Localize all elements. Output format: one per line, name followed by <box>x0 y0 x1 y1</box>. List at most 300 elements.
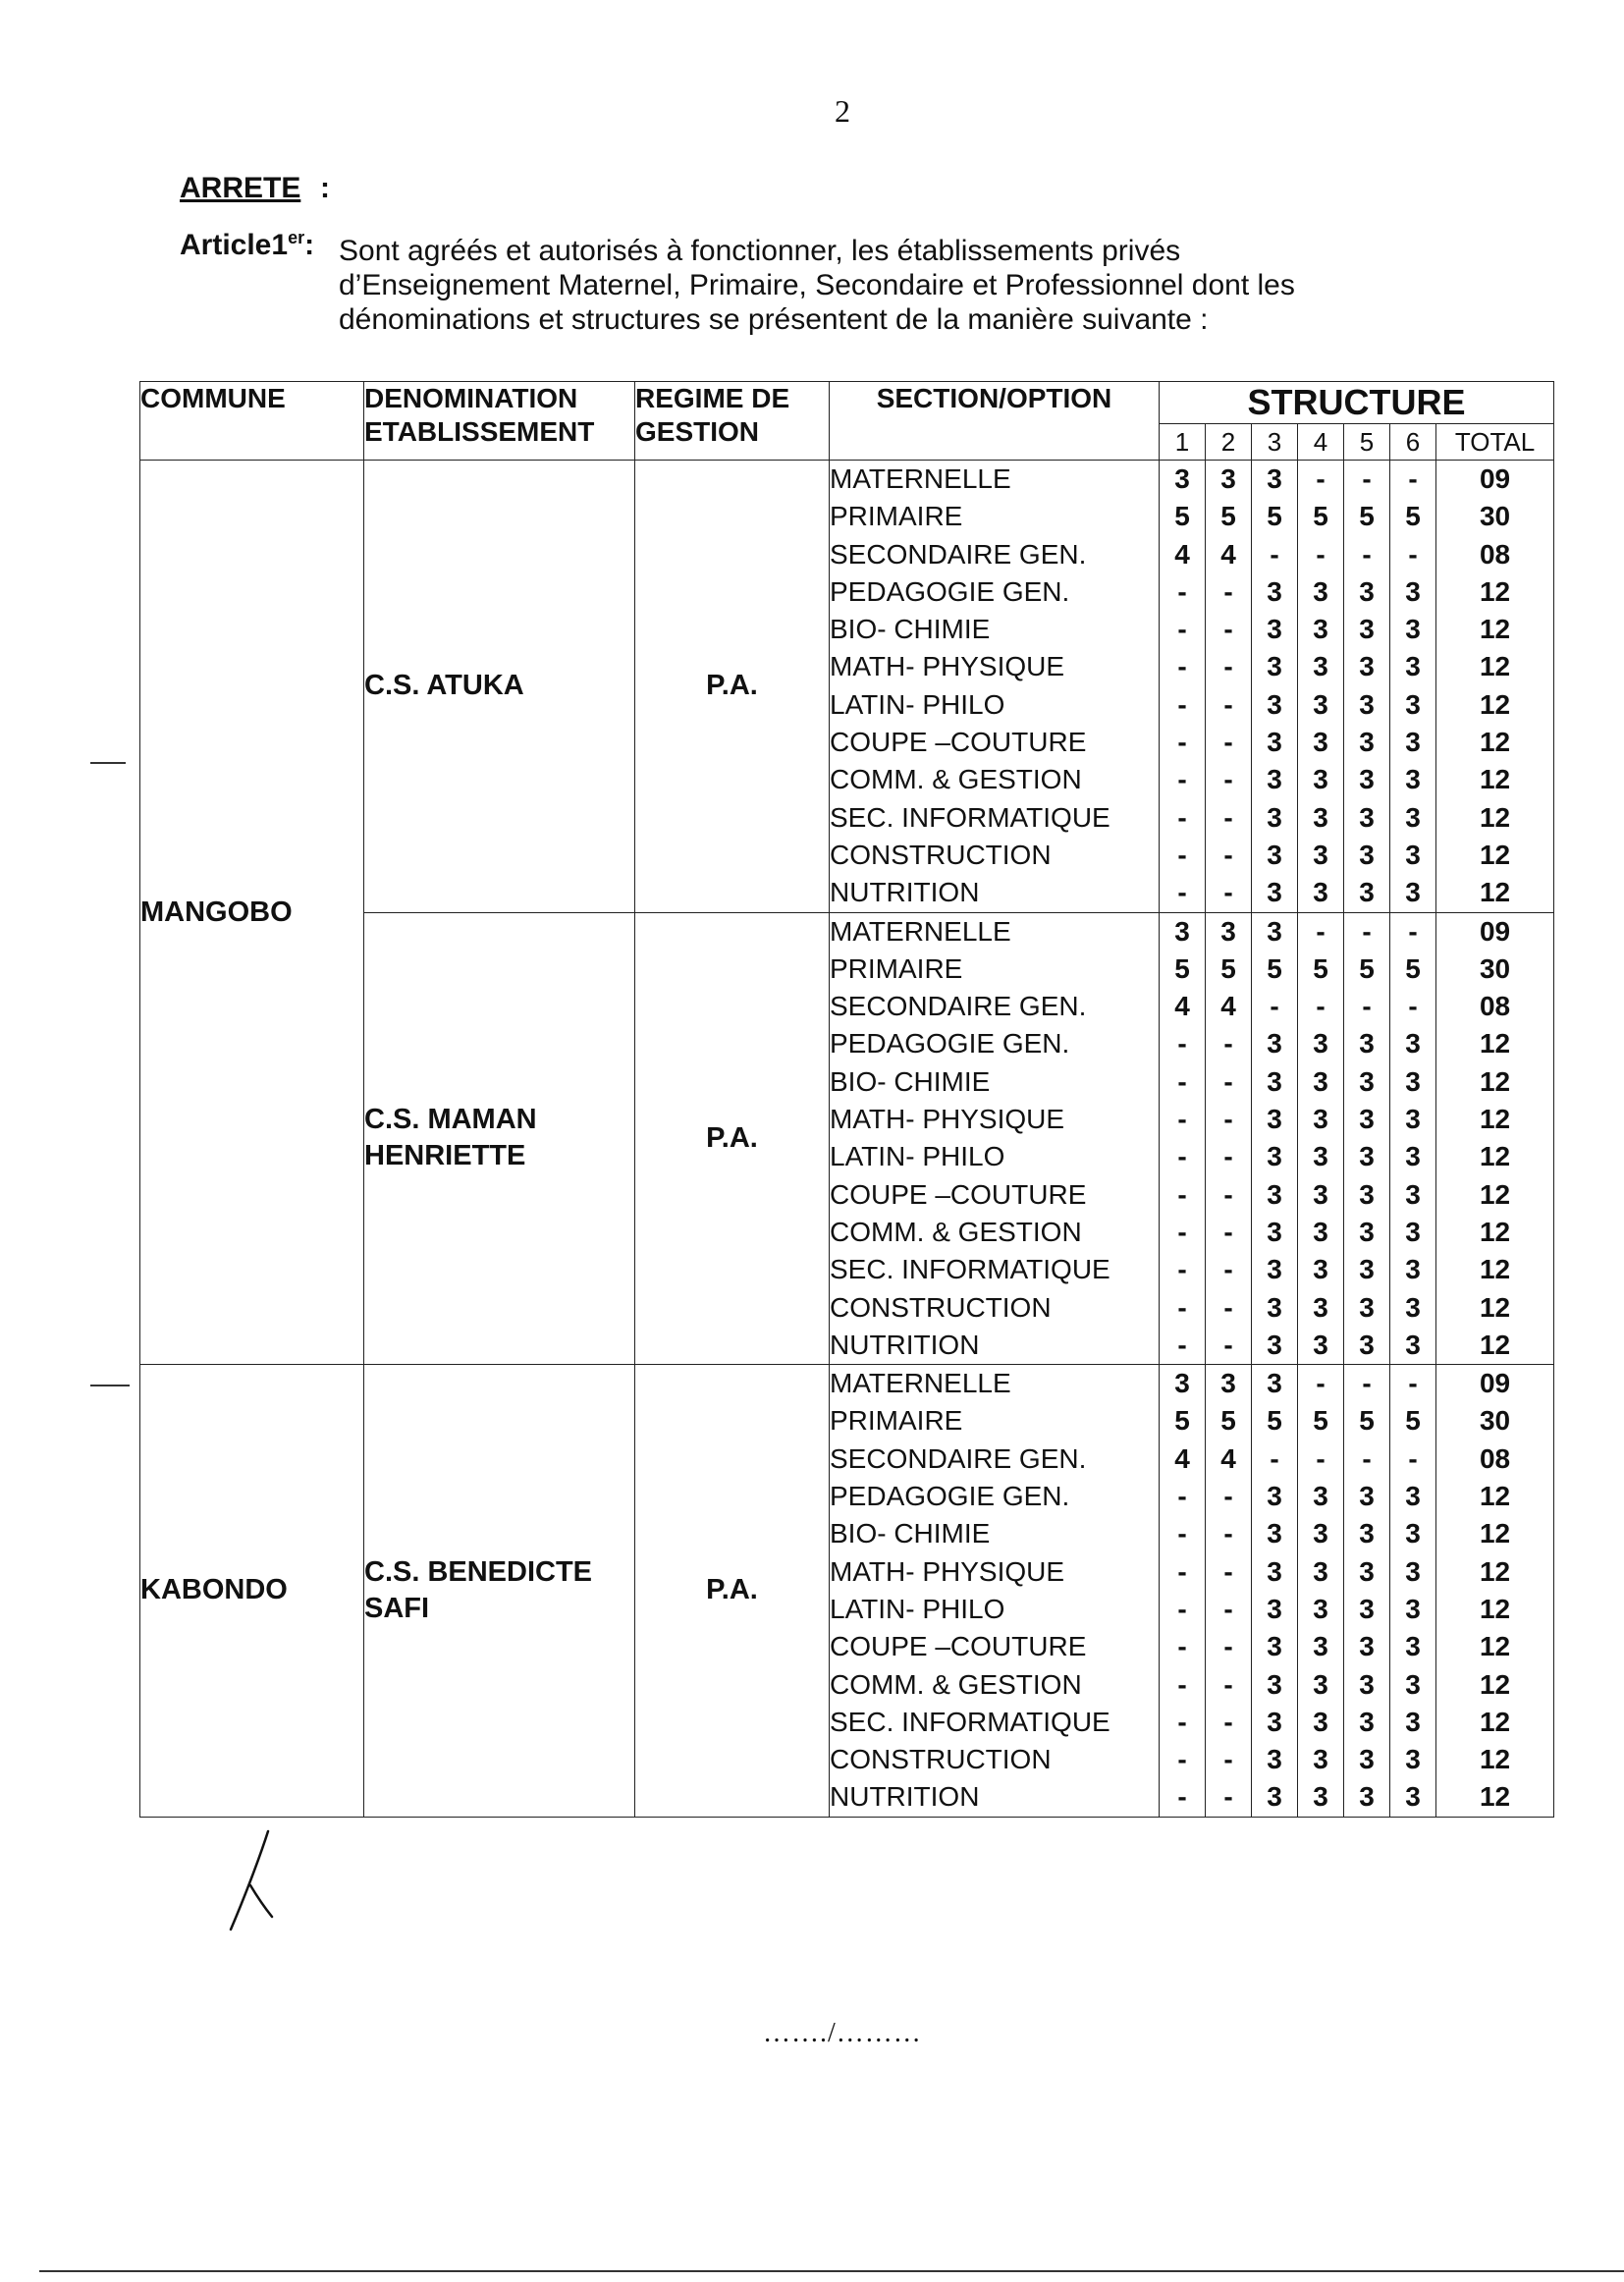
level-value: 5 <box>1174 1405 1190 1437</box>
level-value: 5 <box>1405 952 1421 984</box>
section-option: COUPE –COUTURE <box>830 1631 1087 1662</box>
level-value: - <box>1177 839 1187 870</box>
margin-mark <box>90 762 126 764</box>
level-value: - <box>1223 1254 1233 1285</box>
section-option: MATERNELLE <box>830 463 1011 494</box>
level-value: 3 <box>1359 1028 1375 1060</box>
article-line: d’Enseignement Maternel, Primaire, Secondaire et Professionnel dont les <box>339 269 1295 301</box>
level-value: - <box>1223 1481 1233 1512</box>
handwritten-signature-icon <box>221 1826 299 1934</box>
total-value: 12 <box>1479 877 1511 908</box>
level-value: 4 <box>1220 538 1236 570</box>
level-value: - <box>1408 463 1418 494</box>
section-option: COUPE –COUTURE <box>830 727 1087 758</box>
total-value: 09 <box>1479 915 1511 947</box>
level-value: 3 <box>1405 575 1421 607</box>
section-option: MATH- PHYSIQUE <box>830 1104 1065 1135</box>
level-value: 3 <box>1359 1706 1375 1737</box>
level-value: 3 <box>1405 1631 1421 1662</box>
level-value: 3 <box>1267 1178 1282 1210</box>
section-option: MATERNELLE <box>830 915 1011 947</box>
level-value: - <box>1362 991 1372 1022</box>
total-value: 12 <box>1479 1555 1511 1587</box>
total-value: 12 <box>1479 1668 1511 1700</box>
level-value: 3 <box>1267 801 1282 833</box>
level-value: - <box>1223 1593 1233 1624</box>
arrete-heading: ARRETE <box>180 172 301 204</box>
level-value: 3 <box>1359 1329 1375 1360</box>
level-value: 3 <box>1359 614 1375 645</box>
level-value: 3 <box>1405 877 1421 908</box>
level-value: 3 <box>1313 1065 1328 1097</box>
total-value: 30 <box>1479 952 1511 984</box>
level-cell <box>1390 912 1436 1365</box>
level-value: - <box>1177 801 1187 833</box>
level-value: 3 <box>1267 764 1282 795</box>
level-value: 3 <box>1405 1555 1421 1587</box>
level-value: 3 <box>1313 1631 1328 1662</box>
level-value: 3 <box>1359 1216 1375 1247</box>
level-value: - <box>1270 1442 1279 1474</box>
section-option: NUTRITION <box>830 1329 980 1360</box>
level-value: 3 <box>1359 1141 1375 1172</box>
level-value: 4 <box>1220 991 1236 1022</box>
level-value: - <box>1223 839 1233 870</box>
level-value: 3 <box>1313 614 1328 645</box>
level-value: 3 <box>1359 1744 1375 1775</box>
level-value: 3 <box>1313 1481 1328 1512</box>
commune-cell: KABONDO <box>140 1365 364 1818</box>
table-row <box>140 461 1554 913</box>
level-value: - <box>1362 1442 1372 1474</box>
margin-mark <box>90 1385 130 1386</box>
level-value: 3 <box>1267 727 1282 758</box>
section-option: SEC. INFORMATIQUE <box>830 1254 1110 1285</box>
level-value: 3 <box>1267 1065 1282 1097</box>
section-option: LATIN- PHILO <box>830 688 1005 720</box>
level-value: 3 <box>1313 727 1328 758</box>
level-cell <box>1160 912 1206 1365</box>
level-value: 3 <box>1405 1141 1421 1172</box>
total-value: 12 <box>1479 1329 1511 1360</box>
total-value: 12 <box>1479 1744 1511 1775</box>
level-value: 3 <box>1267 651 1282 682</box>
denomination-cell <box>364 1365 635 1818</box>
section-option: MATH- PHYSIQUE <box>830 1555 1065 1587</box>
level-value: - <box>1177 1141 1187 1172</box>
level-cell <box>1160 461 1206 913</box>
level-value: 3 <box>1313 877 1328 908</box>
level-value: - <box>1223 1518 1233 1549</box>
level-value: - <box>1177 1481 1187 1512</box>
level-value: 3 <box>1359 575 1375 607</box>
level-value: 5 <box>1267 501 1282 532</box>
level-value: - <box>1408 915 1418 947</box>
section-option: CONSTRUCTION <box>830 1291 1052 1323</box>
level-value: 3 <box>1359 1178 1375 1210</box>
header-level: 5 <box>1344 424 1390 461</box>
level-value: - <box>1177 1104 1187 1135</box>
section-option: SECONDAIRE GEN. <box>830 538 1087 570</box>
level-value: - <box>1177 1555 1187 1587</box>
total-cell <box>1436 461 1554 913</box>
level-value: 3 <box>1267 1706 1282 1737</box>
section-option: SEC. INFORMATIQUE <box>830 801 1110 833</box>
level-value: - <box>1316 1368 1326 1399</box>
total-value: 12 <box>1479 1781 1511 1813</box>
level-value: 3 <box>1405 1178 1421 1210</box>
level-cell <box>1344 461 1390 913</box>
regime-cell: P.A. <box>635 1365 830 1818</box>
section-cell <box>830 912 1160 1365</box>
level-value: 3 <box>1267 1104 1282 1135</box>
page-number: 2 <box>835 93 850 129</box>
level-value: - <box>1177 1065 1187 1097</box>
total-value: 12 <box>1479 1481 1511 1512</box>
level-value: 3 <box>1267 915 1282 947</box>
level-value: - <box>1270 991 1279 1022</box>
level-value: 3 <box>1313 1781 1328 1813</box>
section-option: CONSTRUCTION <box>830 1744 1052 1775</box>
level-cell <box>1206 912 1252 1365</box>
level-value: - <box>1223 1329 1233 1360</box>
level-value: - <box>1223 688 1233 720</box>
level-value: - <box>1408 1368 1418 1399</box>
level-value: 3 <box>1313 1254 1328 1285</box>
section-option: MATERNELLE <box>830 1368 1011 1399</box>
level-value: 3 <box>1359 688 1375 720</box>
level-value: 3 <box>1267 1744 1282 1775</box>
level-cell <box>1344 1365 1390 1818</box>
level-cell <box>1298 461 1344 913</box>
level-cell <box>1390 461 1436 913</box>
level-value: 3 <box>1405 1065 1421 1097</box>
level-value: - <box>1223 1706 1233 1737</box>
level-value: 5 <box>1313 1405 1328 1437</box>
level-value: - <box>1177 614 1187 645</box>
section-option: PRIMAIRE <box>830 1405 963 1437</box>
level-value: 3 <box>1313 1291 1328 1323</box>
denomination-cell <box>364 912 635 1365</box>
level-value: 3 <box>1405 1028 1421 1060</box>
level-cell <box>1206 461 1252 913</box>
level-value: 3 <box>1405 1254 1421 1285</box>
section-option: NUTRITION <box>830 1781 980 1813</box>
level-value: - <box>1223 1178 1233 1210</box>
level-value: 3 <box>1313 1555 1328 1587</box>
level-value: 3 <box>1405 1593 1421 1624</box>
level-value: 3 <box>1267 1216 1282 1247</box>
denomination-line: C.S. MAMAN <box>364 1104 537 1136</box>
level-value: - <box>1362 1368 1372 1399</box>
article-body <box>339 234 1468 337</box>
level-value: - <box>1177 1178 1187 1210</box>
level-value: - <box>1316 991 1326 1022</box>
header-regime-line: REGIME DE <box>635 383 790 413</box>
level-value: 4 <box>1174 991 1190 1022</box>
level-value: - <box>1316 538 1326 570</box>
level-value: - <box>1362 538 1372 570</box>
level-value: 3 <box>1359 1104 1375 1135</box>
level-value: - <box>1177 1329 1187 1360</box>
level-value: - <box>1408 538 1418 570</box>
level-value: 3 <box>1359 764 1375 795</box>
level-value: - <box>1270 538 1279 570</box>
section-option: MATH- PHYSIQUE <box>830 651 1065 682</box>
level-cell <box>1160 1365 1206 1818</box>
level-value: 3 <box>1267 575 1282 607</box>
level-value: - <box>1316 463 1326 494</box>
section-option: PEDAGOGIE GEN. <box>830 575 1070 607</box>
level-value: 3 <box>1267 1254 1282 1285</box>
level-value: - <box>1177 1706 1187 1737</box>
level-value: 5 <box>1267 1405 1282 1437</box>
total-value: 12 <box>1479 1631 1511 1662</box>
level-value: 3 <box>1359 1781 1375 1813</box>
total-cell <box>1436 1365 1554 1818</box>
article-label-sup: er <box>288 228 305 247</box>
level-value: 5 <box>1267 952 1282 984</box>
level-value: 3 <box>1220 915 1236 947</box>
level-value: - <box>1408 991 1418 1022</box>
level-value: 3 <box>1267 1518 1282 1549</box>
level-value: 3 <box>1267 1291 1282 1323</box>
level-value: 3 <box>1313 575 1328 607</box>
level-cell <box>1252 461 1298 913</box>
section-option: BIO- CHIMIE <box>830 1518 991 1549</box>
total-value: 12 <box>1479 1141 1511 1172</box>
level-value: - <box>1177 1744 1187 1775</box>
total-value: 12 <box>1479 1065 1511 1097</box>
level-value: 3 <box>1313 688 1328 720</box>
total-value: 08 <box>1479 1442 1511 1474</box>
total-value: 12 <box>1479 764 1511 795</box>
level-value: 3 <box>1405 1706 1421 1737</box>
total-value: 12 <box>1479 727 1511 758</box>
level-value: - <box>1177 688 1187 720</box>
section-option: PRIMAIRE <box>830 501 963 532</box>
level-value: - <box>1223 877 1233 908</box>
header-total: TOTAL <box>1436 424 1554 461</box>
level-value: 3 <box>1405 1481 1421 1512</box>
total-value: 12 <box>1479 1178 1511 1210</box>
total-value: 12 <box>1479 1104 1511 1135</box>
level-value: - <box>1316 1442 1326 1474</box>
level-value: 3 <box>1359 651 1375 682</box>
header-section: SECTION/OPTION <box>830 382 1160 461</box>
level-value: 3 <box>1313 1028 1328 1060</box>
level-value: 5 <box>1359 501 1375 532</box>
table-row <box>140 1365 1554 1818</box>
level-value: 5 <box>1220 501 1236 532</box>
total-value: 12 <box>1479 1216 1511 1247</box>
level-value: 3 <box>1174 1368 1190 1399</box>
level-value: - <box>1177 651 1187 682</box>
header-regime-line: GESTION <box>635 416 760 447</box>
denomination-line: HENRIETTE <box>364 1140 526 1172</box>
section-option: BIO- CHIMIE <box>830 1065 991 1097</box>
article-label-colon: : <box>304 229 315 261</box>
table-header <box>140 382 1554 461</box>
level-value: 3 <box>1267 1593 1282 1624</box>
level-value: 3 <box>1313 1216 1328 1247</box>
level-value: - <box>1177 1781 1187 1813</box>
level-value: - <box>1362 463 1372 494</box>
level-value: 3 <box>1313 1668 1328 1700</box>
section-option: SECONDAIRE GEN. <box>830 1442 1087 1474</box>
level-value: 3 <box>1313 651 1328 682</box>
level-value: 3 <box>1359 1065 1375 1097</box>
total-value: 12 <box>1479 688 1511 720</box>
schools-table <box>139 381 1554 1818</box>
level-value: 3 <box>1405 1104 1421 1135</box>
table-body <box>140 461 1554 1818</box>
level-value: 3 <box>1405 614 1421 645</box>
article-line: Sont agréés et autorisés à fonctionner, les établissements privés <box>339 235 1181 267</box>
bottom-rule <box>39 2270 1624 2272</box>
level-value: 3 <box>1359 1291 1375 1323</box>
level-value: 5 <box>1359 1405 1375 1437</box>
level-value: - <box>1177 877 1187 908</box>
header-denomination-line: DENOMINATION <box>364 383 578 413</box>
total-value: 30 <box>1479 1405 1511 1437</box>
level-value: 3 <box>1359 1481 1375 1512</box>
section-option: CONSTRUCTION <box>830 839 1052 870</box>
level-value: - <box>1223 1744 1233 1775</box>
total-value: 12 <box>1479 1254 1511 1285</box>
article-line: dénominations et structures se présentent de la manière suivante : <box>339 303 1209 336</box>
level-value: 3 <box>1313 764 1328 795</box>
level-value: 3 <box>1359 727 1375 758</box>
level-value: - <box>1177 1291 1187 1323</box>
section-option: NUTRITION <box>830 877 980 908</box>
level-value: 3 <box>1267 839 1282 870</box>
level-cell <box>1252 1365 1298 1818</box>
level-value: 3 <box>1267 1141 1282 1172</box>
header-level: 4 <box>1298 424 1344 461</box>
level-value: 3 <box>1313 1141 1328 1172</box>
level-value: - <box>1177 1668 1187 1700</box>
level-value: - <box>1223 614 1233 645</box>
level-value: 3 <box>1405 727 1421 758</box>
level-value: 5 <box>1174 952 1190 984</box>
level-value: - <box>1223 1028 1233 1060</box>
regime-cell: P.A. <box>635 912 830 1365</box>
level-value: - <box>1223 727 1233 758</box>
level-value: - <box>1223 1216 1233 1247</box>
header-denomination-line: ETABLISSEMENT <box>364 416 595 447</box>
total-value: 12 <box>1479 651 1511 682</box>
header-commune: COMMUNE <box>140 382 364 461</box>
header-level: 6 <box>1390 424 1436 461</box>
level-value: 3 <box>1313 1706 1328 1737</box>
level-value: - <box>1223 651 1233 682</box>
section-option: PEDAGOGIE GEN. <box>830 1481 1070 1512</box>
level-cell <box>1206 1365 1252 1818</box>
level-value: - <box>1223 1555 1233 1587</box>
level-value: 3 <box>1405 1781 1421 1813</box>
level-value: - <box>1177 727 1187 758</box>
level-value: 3 <box>1267 1368 1282 1399</box>
level-value: 3 <box>1359 801 1375 833</box>
header-denomination <box>364 382 635 461</box>
level-cell <box>1390 1365 1436 1818</box>
section-option: PRIMAIRE <box>830 952 963 984</box>
level-value: 3 <box>1267 1631 1282 1662</box>
level-value: 3 <box>1220 1368 1236 1399</box>
total-value: 12 <box>1479 839 1511 870</box>
denomination-line: SAFI <box>364 1592 430 1624</box>
total-value: 08 <box>1479 991 1511 1022</box>
total-value: 12 <box>1479 1593 1511 1624</box>
level-value: 3 <box>1405 801 1421 833</box>
section-cell <box>830 461 1160 913</box>
level-value: 5 <box>1405 1405 1421 1437</box>
level-value: - <box>1223 1631 1233 1662</box>
total-value: 12 <box>1479 1706 1511 1737</box>
level-value: 4 <box>1174 1442 1190 1474</box>
level-value: 3 <box>1220 463 1236 494</box>
level-value: 3 <box>1267 877 1282 908</box>
level-value: 3 <box>1405 1216 1421 1247</box>
level-value: 3 <box>1267 463 1282 494</box>
section-option: COMM. & GESTION <box>830 1216 1082 1247</box>
level-value: 5 <box>1313 501 1328 532</box>
level-value: 5 <box>1220 952 1236 984</box>
level-value: - <box>1177 1593 1187 1624</box>
section-option: COMM. & GESTION <box>830 1668 1082 1700</box>
level-value: 5 <box>1174 501 1190 532</box>
total-value: 30 <box>1479 501 1511 532</box>
total-value: 12 <box>1479 575 1511 607</box>
level-value: - <box>1408 1442 1418 1474</box>
total-value: 12 <box>1479 1291 1511 1323</box>
level-value: 3 <box>1405 1291 1421 1323</box>
level-value: 3 <box>1405 1744 1421 1775</box>
continuation-mark: ……./……… <box>763 2018 922 2048</box>
level-value: 3 <box>1267 1555 1282 1587</box>
section-option: LATIN- PHILO <box>830 1141 1005 1172</box>
section-option: SECONDAIRE GEN. <box>830 991 1087 1022</box>
level-value: 3 <box>1267 1668 1282 1700</box>
level-value: 3 <box>1359 877 1375 908</box>
denomination-cell <box>364 461 635 913</box>
level-value: - <box>1223 1141 1233 1172</box>
section-cell <box>830 1365 1160 1818</box>
level-value: - <box>1223 575 1233 607</box>
level-value: 3 <box>1405 764 1421 795</box>
level-value: - <box>1177 1216 1187 1247</box>
article-label-text: Article1 <box>180 229 289 261</box>
total-value: 09 <box>1479 1368 1511 1399</box>
level-value: 5 <box>1405 501 1421 532</box>
level-value: - <box>1177 764 1187 795</box>
commune-cell: MANGOBO <box>140 461 364 1365</box>
level-value: 3 <box>1405 839 1421 870</box>
header-regime <box>635 382 830 461</box>
section-option: LATIN- PHILO <box>830 1593 1005 1624</box>
level-value: 3 <box>1267 1781 1282 1813</box>
level-value: 3 <box>1359 1518 1375 1549</box>
level-value: 3 <box>1267 688 1282 720</box>
header-level: 1 <box>1160 424 1206 461</box>
total-value: 12 <box>1479 614 1511 645</box>
level-value: 3 <box>1267 1329 1282 1360</box>
denomination-line: C.S. ATUKA <box>364 670 524 702</box>
arrete-colon: : <box>320 172 330 204</box>
header-level: 3 <box>1252 424 1298 461</box>
total-value: 12 <box>1479 1028 1511 1060</box>
